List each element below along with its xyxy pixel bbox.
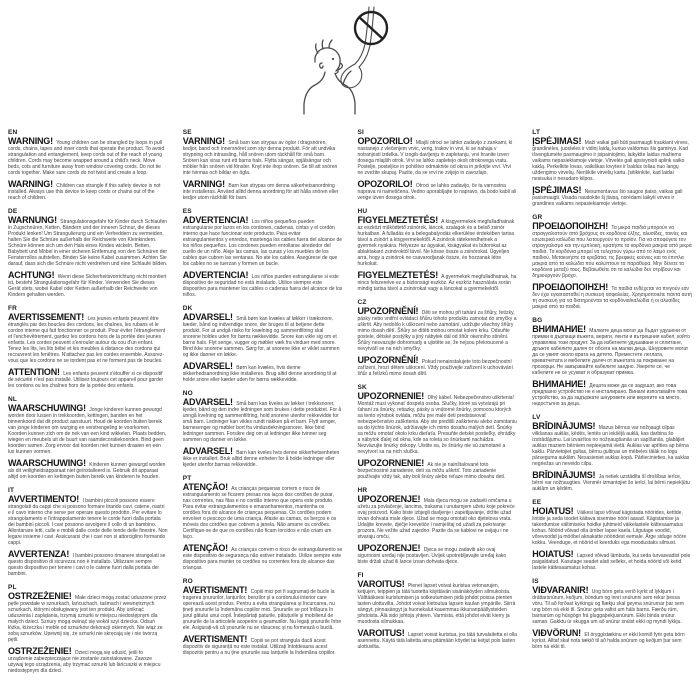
warning-paragraph bbox=[183, 545, 343, 571]
warning-heading: HOIATUS! bbox=[532, 549, 574, 559]
warning-heading: ΠΡΟΕΙΔΟΠΟΙΗΣΗ! bbox=[532, 282, 609, 292]
warning-paragraph bbox=[532, 630, 692, 650]
warning-body-text: Τα μικρά παιδιά μπορούν να στραγγαλιστούν από βρόχους σε κορδόνια έλξης, αλυσίδες, ταινίες και εσωτερικά καλώδια που λειτουργούν το προϊόν. Για να αποφύγετε τον στραγγαλισμό και την εμπλοκή, κρατήστε τα κορδόνια μακριά από μικρά παιδιά. Τα κορδόνια μπορεί να τυλιχτούν γύρω από το λαιμό ενός παιδιού. Μετακινήστε τα κρεβάτια, τις βρεφικές κούνιες και τα έπιπλα μακριά από τα καλώδια που καλύπτουν τα παράθυρα. Μην δένετε τα κορδόνια μεταξύ τους. Βεβαιωθείτε ότι τα καλώδια δεν στρίβουν και δημιουργούν βρόχο. bbox=[532, 225, 692, 279]
warning-paragraph bbox=[358, 460, 518, 480]
warning-paragraph bbox=[183, 587, 343, 631]
language-section-no bbox=[183, 390, 343, 468]
warning-heading: ΠΡΟΕΙΔΟΠΟΙΗΣΗ! bbox=[532, 221, 609, 231]
warning-heading: AVVERTENZA! bbox=[8, 549, 70, 559]
child-cord-illustration bbox=[285, 6, 415, 118]
warning-body-text: Lapsed võivad lämbuda, kui seda turvaseadist pole paigaldatud. Kasutage seadet alati selleks, et hoida nöörid või ketid lastele kättesaamatus kohas. bbox=[532, 553, 691, 571]
language-code-label: ES bbox=[182, 208, 192, 215]
warning-paragraph bbox=[532, 508, 692, 546]
warning-body-text: Otroci se lahko zadavijo, če ta varnostna naprava ni nameščena. Vedno uporabljajte to napravo, da bodo kabli ali verige izven dosega otrok. bbox=[357, 183, 517, 201]
warning-heading: HOIATUS! bbox=[532, 506, 574, 516]
language-code-label: HR bbox=[357, 487, 368, 494]
language-section-en bbox=[8, 129, 168, 201]
warning-paragraph bbox=[183, 363, 343, 383]
warning-heading: ĮSPĖJIMAS! bbox=[532, 185, 582, 195]
warning-heading: AVERTISMENT! bbox=[182, 585, 248, 595]
warning-paragraph bbox=[532, 587, 692, 625]
warning-body-text: Barn kan strypas om denna säkerhetsanordning inte installeras. Använd alltid denna anordning för att hålla snören eller kedjor utom räckhåll för barn. bbox=[182, 183, 339, 201]
language-section-it bbox=[8, 487, 168, 577]
warning-paragraph bbox=[532, 326, 692, 376]
warning-body-text: Les enfants peuvent s'étouffer si ce dispositif de sécurité n'est pas installé. Utilisez toujours cet appareil pour garder les cordons ou les chaînes hors de la portée des enfants. bbox=[8, 371, 164, 389]
warning-paragraph bbox=[532, 423, 692, 467]
language-code-label: HU bbox=[357, 208, 368, 215]
language-section-si bbox=[358, 129, 518, 201]
warning-heading: VARNING! bbox=[182, 179, 225, 189]
warning-paragraph bbox=[183, 636, 343, 656]
warning-heading: WAARSCHUWING! bbox=[8, 458, 86, 468]
language-code-label: EE bbox=[532, 499, 542, 506]
warning-heading: ADVARSEL! bbox=[182, 446, 233, 456]
language-section-pl bbox=[8, 584, 168, 674]
warning-paragraph bbox=[183, 217, 343, 267]
language-code-label: GR bbox=[532, 214, 543, 221]
warning-paragraph bbox=[183, 138, 343, 176]
warning-paragraph bbox=[8, 648, 168, 674]
language-section-lv bbox=[532, 414, 692, 492]
warning-heading: ATENÇÃO! bbox=[182, 482, 228, 492]
warning-paragraph bbox=[358, 630, 518, 650]
language-section-ro bbox=[183, 578, 343, 656]
warning-paragraph bbox=[532, 472, 692, 492]
language-section-dk bbox=[183, 305, 343, 383]
warning-paragraph bbox=[532, 223, 692, 279]
warning-body-text: As crianças pequenas correm o risco de estrangulamento se ficarem presas nos laços dos cordões de puxar, nas correntes, nas fitas e no cordão interno que opera este produto. Para evitar estrangulamentos e emaranhamentos, mantenha os cordões fora do alcance de crianças pequenas. Os cordões podem envolver o pescoço de uma criança. Afaste as camas, os berços e os móveis dos cordões que cobrem a janela. Não amarre os cordões. Certifique-se de que os cordões não ficam torcidos e não criam um laço. bbox=[182, 486, 337, 540]
language-section-sk bbox=[358, 384, 518, 480]
language-code-label: BG bbox=[532, 317, 543, 324]
warning-body-text: As crianças correm o risco de estrangulamento se este dispositivo de segurança não estiver instalado. Utilize sempre este dispositivo para manter os cordões ou correntes fora do alcance das crianças. bbox=[182, 547, 343, 571]
language-code-label: IS bbox=[532, 578, 539, 585]
warning-paragraph bbox=[8, 593, 168, 643]
language-code-label: PT bbox=[182, 475, 192, 482]
warning-body-text: Små børn kan kvæles af løkker i træksnore, kæder, bånd og indvendige snore, der bruges til at betjene dette produkt. For at undgå risiko for kvælning og sammenfiltring skal snorene holdes uden for børns rækkevidde. Snore kan vikle sig om et barns hals. Flyt senge, vugger og møbler væk fra vinduer med snore. Bind ikke snorene sammen. Sørg for, at snorene ikke er viklet sammen og ikke danner en løkke. bbox=[182, 316, 340, 358]
warning-paragraph bbox=[8, 369, 168, 389]
language-code-label: IT bbox=[8, 487, 15, 494]
child-figure bbox=[304, 40, 355, 114]
warning-body-text: Nesumontavus šio saugos įtaiso, vaikas gali pasismaugti. Visada naudokite šį įtaisą, norėdami laikyti virves ir grandines vaikams nepasiekiamoje vietoje. bbox=[532, 189, 683, 207]
language-code-label: NO bbox=[182, 390, 193, 397]
language-code-label: LT bbox=[532, 129, 541, 136]
language-columns bbox=[8, 124, 692, 700]
language-section-ee bbox=[532, 499, 692, 571]
warning-heading: ADVARSEL! bbox=[182, 397, 233, 407]
warning-paragraph bbox=[358, 138, 518, 176]
language-section-fi bbox=[358, 572, 518, 650]
warning-body-text: Children can strangle if this safety device is not installed. Always use this device to keep cords or chains out of the reach of children. bbox=[8, 183, 161, 201]
language-section-is bbox=[532, 578, 692, 650]
warning-heading: OSTRZEŻENIE! bbox=[8, 646, 72, 656]
warning-body-text: Pokud nenainstalujete toto bezpečnostní zařízení, hrozí dětem uškrcení. Vždy používejte zařízení k uchovávání šňůr a řetízků mimo dosah dětí. bbox=[357, 359, 513, 377]
warning-heading: ĮSPĖJIMAS! bbox=[532, 136, 582, 146]
warning-heading: WARNING! bbox=[8, 136, 53, 146]
language-code-label: SI bbox=[357, 129, 365, 136]
warning-body-text: I bambini possono rimanere strangolati se questo dispositivo di sicurezza non è installato. Utilizzare sempre questo dispositivo per tenere i cavi o le catene fuori dalla portata dei bambini. bbox=[8, 553, 166, 577]
language-section-gr bbox=[532, 214, 692, 310]
warning-heading: ATENÇÃO! bbox=[182, 543, 228, 553]
warning-body-text: I bambini piccoli possono essere strangolati da cappi che si possono formare tirando cavi, catene, nastri e il cavo interno che serve per operare questo prodotto. Per evitare lo strangolamento e l'intrappolamento tenere le corde fuori dalla portata dei bambini piccoli. I cavi possono avvolgere il collo di un bambino. Allontanare letti, culle e mobili dalle corde delle tende delle finestre. Non legare insieme i cavi. Assicurarsi che i cavi non si attorciglino formando cappi. bbox=[8, 498, 168, 546]
warning-body-text: Dlhý kábel. Nebezpečenstvo uškrtenia! Montáž musí vykonať dospelá osoba. Slučky, ktoré sa vytvárajú pri ťahaní za šnúrky, retiazky, pásky a vnútorné šnúrky, pomocou ktorých sa tento výrobok ovláda, môžu pre malé deti predstavovať nebezpečenstvo zaškrtenia. Aby ste predišli zaškrteniu alebo zamotaniu sa do týchto šnúrok, udržiavajte ich mimo dosahu malých detí. Šnúrky sa môžu omotať okolo krku dieťaťa. Presuňte detské postieľky, ohrádky a nábytok ďalej od okna, kde sa roleta so šnúrkami nachádza. Nezväzujte šnúrky dokopy. Uistite sa, že šnúrky nie sú zamotané a nevytvorí sa na nich slučka. bbox=[357, 395, 517, 455]
language-code-label: FR bbox=[8, 305, 18, 312]
warning-paragraph bbox=[532, 187, 692, 207]
warning-heading: UPOZORNENIE! bbox=[357, 391, 425, 401]
language-code-label: RO bbox=[182, 578, 193, 585]
warning-body-text: Väikesi lapsi võivad kägistada nöörides, kettide, lintide ja seda toodet käitava sisemise nööri aasad. Kägistamise ja takerdumise vältimiseks hoidke juhtmeid väikelastele kättesaamatus kohas. Nöörid võivad olla ümber lapse kaela. Liigutage voodid, võrevoodid ja mööbel aknakatte nööridest eemale. Ärge siduge nööre kokku. Veenduge, et nöörid ei keerduks ega moodustaks silmust. bbox=[532, 510, 687, 546]
warning-body-text: Barn kan kveles hvis denne sikkerhetsenheten ikke er installert. Bruk alltid denne enheten for å holde ledninger eller kjeder utenfor barnas rekkevidde. bbox=[182, 450, 340, 468]
warning-heading: ADVARSEL! bbox=[182, 361, 233, 371]
warning-paragraph bbox=[183, 181, 343, 201]
language-section-cz bbox=[358, 299, 518, 377]
warning-body-text: A gyermekek megfulladhatnak, ha nincs felszerelve ez a biztonsági eszköz. Az eszköz használata során mindig tartsa távol a zsinórokat vagy a láncokat a gyermekektől. bbox=[357, 274, 517, 292]
warning-paragraph bbox=[8, 405, 168, 455]
warning-body-text: Copiii mici pot fi sugrumați de bucle la tragerea șnururilor, lanțurilor, benzilor și a cordonului interior care operează acest produs. Pentru a evita strangularea și încurcarea, nu țineți șnururile la îndemâna copiilor mici. Șnururile se pot înfășura în jurul gâtului unui copil. Îndepărtați paturile, pătuțurile și mobilierul de șnururile de la articolele acoperire a geamurilor. Nu legați șnururile între ele. Asigurați-vă că șnururile nu se răsucesc și nu formează o buclă. bbox=[182, 589, 342, 631]
warning-body-text: Ung börn geta verið kyrkt af lykkjum í dráttarsnúrum, keðjum, böndum og innri snúrunni sem rekur þessa vöru. Til að forðast kyrkingu og flækju skal geyma snúrurnar þar sem ung börn ná ekki til. Snúrur geta vafist um háls barns. Færðu rúm, barnarúm og húsgögn frá gluggaþekjusnúrum. Ekki binda snúrur saman. Gakktu úr skugga um að snúrur snúist ekki og myndi lykkju. bbox=[532, 589, 684, 625]
warning-body-text: Mazus bērnus var nožņaugt cilpas vilkšanas auklās, ķēdēs, lentēs un iekšējā auklā, kas darbina šo izstrādājumu. Lai izvairītos no nožņaugšanās un sapīšanās, glabājiet auklas maziem bērniem nepieejamā vietā. Auklas var aptīties ap bērna kaklu. Pārvietojiet gultas, bērnu gultiņas un mēbeles tālāk no logu pārseguma auklām. Nesasieniet auklas kopā. Pārliecinieties, ka auklas negriežas un neveido cilpu. bbox=[532, 425, 690, 467]
warning-body-text: Maži vaikai gali būti pasmaugti traukiant virves, grandinėles, juosteles ir vidinį laidą, kuriuo valdomas šis gaminys. Kad išvengtumėte pasmaugimo ir įsipainiojimo, laikykite laidus mažiems vaikams nepasiekiamoje vietoje. Virvelės gali apsivynioti aplink vaiko kaklą. Perkelkite lovas, vaikiškas lovytes ir baldus toliau nuo langų uždengimo virvelių. Neriškite virvelių kartu. Įsitikinkite, kad laidai nesisuka ir nesudaro kilpos. bbox=[532, 140, 689, 182]
language-section-fr bbox=[8, 305, 168, 389]
language-section-se bbox=[183, 129, 343, 201]
warning-paragraph bbox=[8, 496, 168, 546]
language-section-de bbox=[8, 208, 168, 298]
language-section-hu bbox=[358, 208, 518, 292]
strangulation-hazard-illustration bbox=[8, 6, 692, 120]
warning-paragraph bbox=[183, 399, 343, 443]
warning-body-text: Děti se mohou při tahání za šňůry, řetízky, pásky nebo vnitřní ovládací šňůru tohoto produktu zamotat do smyčky a uškrtit. Aby nedošlo k uškrcení nebo zamotání, udržujte všechny šňůry mimo dosah dětí. Šňůry se dítěti mohou omotat kolem krku. Odsuňte postele, dětské postýlky a jiný nábytek dál od šňůr okenního stínění. Šňůry nesvazujte dohromady a ujistěte se, že nejsou překroucené a nevytváří se na nich smyčky. bbox=[357, 310, 517, 352]
warning-body-text: Jonge kinderen kunnen gewurgd worden door lussen in trekkoorden, kettingen, banden en het binnenkoord dat dit product aanstuurt. Houd de koorden buiten bereik van jonge kinderen om wurging en verstrengeling te voorkomen. Koorden kunnen zich om de nek van een kind wikkelen. Plaats bedden, wiegen en meubels uit de buurt van raamdecoratiekoorden. Bind geen koorden samen. Zorg ervoor dat koorden niet kunnen draaien en een lus kunnen vormen. bbox=[8, 407, 167, 455]
warning-body-text: Los niños pueden estrangularse si este dispositivo de seguridad no está instalado. Utilice siempre este dispositivo para mantener los cables o cadenas fuera del alcance de los niños. bbox=[182, 274, 343, 298]
warning-heading: OPOZORILO! bbox=[357, 179, 413, 189]
language-code-label: EN bbox=[8, 129, 18, 136]
language-code-label: SK bbox=[357, 384, 367, 391]
warning-heading: ВНИМАНИЕ! bbox=[532, 379, 586, 389]
warning-heading: VIÐVÖRUN! bbox=[532, 628, 581, 638]
warning-body-text: Pienet lapset voivat kuristua vetonarujen, ketjujen, teippien ja tätä tuotetta käyttävän sisänäköyden silmukoista. Välttääksesi kuristumisen ja sotkeutumisen pidä johdot poissa pienten lasten ulottuvilta. Johdot voivat kietoutua lapsen kaulan ympärille. Siirrä sängyt, pinnasängyt ja huonekalut kauemmas ikkunanpäällysteiden johdoista. Älä sido johtoja yhteen. Varmista, että johdot eivät kierry ja muodosta silmukkaa. bbox=[357, 583, 516, 625]
language-code-label: DK bbox=[182, 305, 193, 312]
warning-heading: VARNING! bbox=[182, 136, 225, 146]
warning-heading: UPOZORNĚNÍ! bbox=[357, 355, 419, 365]
warning-heading: VAROITUS! bbox=[357, 628, 405, 638]
warning-paragraph bbox=[358, 581, 518, 625]
warning-heading: VIÐVARANIR! bbox=[532, 585, 589, 595]
warning-body-text: Børn kan kvæles, hvis denne sikkerhedsanordning ikke installeres. Brug altid denne anordning til at holde snore eller kæder uden for børns rækkevidde. bbox=[182, 365, 337, 383]
warning-heading: UPOZORNĚNÍ! bbox=[357, 306, 419, 316]
warning-paragraph bbox=[8, 181, 168, 201]
column-3 bbox=[358, 124, 518, 700]
warning-heading: ADVARSEL! bbox=[182, 312, 233, 322]
warning-body-text: Djeca se mogu zadaviti ako ovaj sigurnosni uređaj nije postavljen. Uvijek upotrebljavajte uređaj kako biste držali užad ili lance izvan dohvata djece. bbox=[357, 547, 507, 565]
warning-body-text: Małe dzieci mogą zostać uduszone przez pętle powstałe w sznurkach, łańcuchach, taśmach i wewnętrznych sznurkach, którymi obsługiwany jest ten produkt. Aby uniknąć uduszenia i zaplątania, trzymaj sznurki w miejscu niedostępnym dla małych dzieci. Sznury mogą owinąć się wokół szyi dziecka. Odsuń łóżka, łóżeczka i meble od sznurków dekoracji okiennych. Nie wiąż ze sobą sznurków. Upewnij się, że sznurki nie skręcają się i nie tworzą pętli. bbox=[8, 595, 167, 643]
column-2 bbox=[183, 124, 343, 700]
warning-paragraph bbox=[8, 460, 168, 480]
language-code-label: LV bbox=[532, 414, 541, 421]
warning-heading: ADVERTENCIA! bbox=[182, 215, 249, 225]
warning-body-text: Ja netiek uzstādīta šī drošības ierīce, bērni var nožņaugties. Vienmēr izmantojiet šo ierīci, lai bērni nepiekļūtu auklām un ķēdēm. bbox=[532, 474, 690, 492]
language-section-es bbox=[183, 208, 343, 298]
warning-heading: BRĪDINĀJUMS! bbox=[532, 470, 596, 480]
warning-paragraph bbox=[183, 448, 343, 468]
warning-heading: WARNING! bbox=[8, 179, 53, 189]
warning-heading: ВНИМАНИЕ! bbox=[532, 324, 586, 334]
warning-heading: FIGYELMEZTETÉS! bbox=[357, 270, 439, 280]
warning-heading: AVERTISMENT! bbox=[182, 634, 248, 644]
warning-heading: OPOZORILO! bbox=[357, 136, 413, 146]
warning-paragraph bbox=[183, 314, 343, 358]
warning-heading: ADVERTENCIA! bbox=[182, 270, 249, 280]
warning-body-text: Lapset voivat kuristua, jos tätä turvalaitetta ei olla asennettu. Käytä tätä laitetta aina pitämään köydet tai ketjut pois lasten ulottuvilta. bbox=[357, 632, 517, 650]
warning-paragraph bbox=[8, 217, 168, 267]
language-section-bg bbox=[532, 317, 692, 407]
warning-body-text: A kisgyermekek megfulladhatnak az eszközt működtető zsinórok, láncok, szalagok és a belső zsinór hurkaiban. A fulladás és a belegabalyodás elkerülése érdekében tartsa távol a zsinórt a kisgyermekektől. A zsinórok rátekeredhetnek a gyermek nyakára. Helyezze az ágyakat, kiságyakat és bútorokat az ablaktakaró zsinóroktól távol. Ne kösse össze a zsinórokat. Ügyeljen arra, hogy a zsinórok ne csavarodjanak össze, és hozzanak létre hurkokat. bbox=[357, 219, 515, 267]
warning-paragraph bbox=[358, 308, 518, 352]
warning-heading: BRĪDINĀJUMS! bbox=[532, 421, 596, 431]
language-code-label: CZ bbox=[357, 299, 367, 306]
language-section-hr bbox=[358, 487, 518, 565]
warning-paragraph bbox=[8, 551, 168, 577]
warning-heading: WARNUNG! bbox=[8, 215, 57, 225]
warning-paragraph bbox=[358, 181, 518, 201]
warning-body-text: Små barn kan strypas av öglor i dragsnören, kedjor, band och innersnöret som styr denna produkt. För att undvika strypning och intrassling, håll snören utom räckhåll för små barn. Snören kan viras runt ett barns hals. Flytta sängar, spjälsängar och möbler från snören vid fönster. Knyt inte ihop snören. Se till att snören inte tvinnas och bildar en ögla. bbox=[182, 140, 338, 176]
warning-body-text: Mala djeca mogu se zadaviti omčama u užetu za povlačenje, lancima, trakama i unutarnjem užetu koje pokreće ovaj proizvod. Kako biste izbjegli davljenje i zapetljavanje, držite užad izvan dohvata male djece. Užad se mogu omotati oko djetetova vrata. Udaljite krevete, dječje krevetiće i namještaj od užadi za pokrivanje prozora. Ne vežite užad zajedno. Pazite da se kablovi ne uvijaju i ne stvaraju omču. bbox=[357, 498, 515, 540]
warning-body-text: Les jeunes enfants peuvent être étranglés par des boucles des cordons, les chaînes, les rubans et le cordon interne qui fait fonctionner ce produit. Pour éviter l'étranglement et l'enchevêtrement, gardez les cordons hors de la portée des jeunes enfants. Les cordes peuvent s'enrouler autour du cou d'un enfant. Tenez les lits, les lits bébé et les meubles à distance des cordons qui recouvrent les fenêtres. N'attachez pas les cordes ensemble. Assurez-vous que les cordons ne se tordent pas et ne forment pas de boucles. bbox=[8, 316, 166, 364]
warning-heading: VAROITUS! bbox=[357, 579, 405, 589]
warning-paragraph bbox=[532, 381, 692, 407]
warning-paragraph bbox=[8, 314, 168, 364]
warning-paragraph bbox=[358, 217, 518, 267]
warning-heading: FIGYELMEZTETÉS! bbox=[357, 215, 439, 225]
warning-paragraph bbox=[183, 272, 343, 298]
language-section-pt bbox=[183, 475, 343, 571]
warning-heading: UPOZORNENIE! bbox=[357, 458, 425, 468]
warning-heading: AVERTISSEMENT! bbox=[8, 312, 85, 322]
warning-paragraph bbox=[358, 496, 518, 540]
warning-paragraph bbox=[183, 484, 343, 540]
warning-paragraph bbox=[8, 138, 168, 176]
warning-body-text: Copiii se pot strangula dacă acest dispozitiv de siguranță nu este instalat. Utilizați întotdeauna acest dispozitiv pentru a nu ține șnururile sau lanțurile la îndemâna copiilor. bbox=[182, 638, 336, 656]
warning-body-text: Τα παιδιά ενδέχεται να πνιγούν εάν δεν έχει εγκατασταθεί η συσκευή ασφαλείας. Χρησιμοποιείτε πάντα αυτή τη συσκευή για να διατηρούνται τα κορδόνια/καλώδια ή οι αλυσίδες μακριά από τα παιδιά. bbox=[532, 286, 693, 310]
warning-body-text: Mlajši otroci se lahko zadavijo z zankami, ki nastanejo z vlečenjem vrvic, verig, trakov in vrvi, ki se nahaja v notranjosti izdelka. V izogib davljenju in zapletanju, vrvi hranite izven dosega mlajših otrok. Vrvi se lahko zapletejo okoli otrokovega vratu. Postelje, posteljice in pohištvo odmaknite od okna in prikrijte vrvi. Vrvi ne zvežite skupaj. Pazite, da se vrvi ne zvijejo in zavozlajo. bbox=[357, 140, 513, 176]
language-section-nl bbox=[8, 396, 168, 480]
warning-paragraph bbox=[358, 272, 518, 292]
warning-heading: AVVERTIMENTO! bbox=[8, 494, 80, 504]
warning-body-text: Los niños pequeños pueden estrangularse por lazos en los cordones, cadenas, cintas y el cordón interno que hace funcionar este producto. Para evitar estrangulamientos y enredos, mantenga los cables fuera del alcance de los niños pequeños. Los cordones pueden enrollarse alrededor del cuello de un niño. Aleje las camas, las cunas y los muebles de los cables que cubren las ventanas. No ate los cables. Asegúrese de que los cables no se tuerzan y formen un bucle. bbox=[182, 219, 343, 267]
warning-body-text: Young children can be strangled by loops in pull cords, chains, tapes and inner cords that operate the product. To avoid strangulation and entanglement, keep cords out of the reach of young children. Cords may become wrapped around a child's neck. Move beds, cots and furniture away from window covering cords. Do not tie cords together. Make sure cords do not twist and create a loop. bbox=[8, 140, 165, 176]
warning-body-text: Kinderen kunnen gewurgd worden als dit veiligheidsapparaat niet geïnstalleerd is. Gebruik dit apparaat altijd om koorden en kettingen buiten bereik van kinderen te houden. bbox=[8, 462, 166, 480]
warning-heading: UPOZORENJE! bbox=[357, 494, 421, 504]
warning-heading: ACHTUNG! bbox=[8, 270, 55, 280]
warning-paragraph bbox=[358, 357, 518, 377]
warning-body-text: Децата може да се задушат, ако това предпазно устройство не е инсталирано. Винаги използвайте това устройство, за да задържате шнуровете или веригите на място, недостъпно за деца. bbox=[532, 383, 688, 407]
warning-paragraph bbox=[532, 138, 692, 182]
language-code-label: SE bbox=[182, 129, 192, 136]
warning-paragraph bbox=[8, 272, 168, 298]
column-1 bbox=[8, 124, 168, 700]
warning-body-text: Wenn diese Sicherheitsvorrichtung nicht montiert ist, besteht Strangulationsgefahr für Kinder. Verwenden Sie dieses Gerät stets, wobei Kabel oder Ketten außerhalb der Reichweite von Kindern gehalten werden. bbox=[8, 274, 167, 298]
warning-body-text: Малките деца могат да бъдат удушени от примки в дърпащи въжета, вериги, ленти и вътрешния кабел, който управлява този продукт. За да избегнете удушаване и сплитане, дръжте кабелите далеч от обсега на малки деца. Шнуровете могат да се увият около врата на детето. Преместете леглата, креватчетата и мебелите далеч от въжетата за покриване на прозорци. Не завързвайте кабелите заедно. Уверете се, че кабелите не се усукват и образуват примка. bbox=[532, 328, 690, 376]
warning-heading: ATTENTION! bbox=[8, 367, 60, 377]
warning-heading: UPOZORENJE! bbox=[357, 543, 421, 553]
warning-body-text: Strangulationsgefahr für Kinder durch Schlaufen in Zugschnüren, Ketten, Bändern und der inneren Schnur, die dieses Produkt lenken! Um Strangulierung und ein Verheddern zu vermeiden, halten Sie die Schnüre außerhalb der Reichweite von Kleinkindern. Schnüre können sich um den Hals eines Kindes wickeln. Betten, Babybett und Möbel in einer sicheren Entfernung von den Schnüren der Fensterrollos aufstellen. Binden Sie keine Kabel zusammen. Achten Sie darauf, dass sich die Schnüre nicht verdrehen und eine Schlaufe bilden. bbox=[8, 219, 168, 267]
warning-paragraph bbox=[358, 545, 518, 565]
warning-heading: WAARSCHUWING! bbox=[8, 403, 86, 413]
column-4 bbox=[532, 124, 692, 700]
language-code-label: PL bbox=[8, 584, 17, 591]
warning-paragraph bbox=[532, 551, 692, 571]
warning-body-text: Ak nie je nainštalované toto bezpečnostné zariadenie, deti sa môžu uškrtiť. Toto zariadenie používajte vždy tak, aby boli šnúry alebo reťaze mimo dosahu detí. bbox=[357, 462, 506, 480]
warning-paragraph bbox=[532, 284, 692, 310]
warning-body-text: Dzieci mogą się udusić, jeśli to urządzenie zabezpieczające nie zostanie zainstalowane. Zawsze używaj tego urządzenia, aby trzymać sznurki lub łańcuszki w miejscu niedostępnym dla dzieci. bbox=[8, 650, 161, 674]
warning-paragraph bbox=[358, 393, 518, 455]
warning-body-text: Ef öryggistækinu er ekki komið fyrir geta börn kyrkst. Alltaf skal nota tækið til að halda snúrum og keðjum þar sem börn ná ekki til. bbox=[532, 632, 685, 650]
language-code-label: FI bbox=[357, 572, 364, 579]
language-code-label: NL bbox=[8, 396, 18, 403]
warning-body-text: Små barn kan kveles av løkker i trekksnorer, kjeder, bånd og den indre ledningen som brukes i dette produktet. For å unngå kvelning og sammenfiltring, hold snorene utenfor rekkevidde for små barn. Ledninger kan vikles rundt nakken på et barn. Flytt senger, barnesenger og møbler bort fra vindusdekningssnorer. Ikke bind ledninger sammen. Forsikre deg om at ledninger ikke tvinner seg sammen og danner en løkke. bbox=[182, 401, 342, 443]
warning-heading: OSTRZEŻENIE! bbox=[8, 591, 72, 601]
language-code-label: DE bbox=[8, 208, 18, 215]
language-section-lt bbox=[532, 129, 692, 207]
